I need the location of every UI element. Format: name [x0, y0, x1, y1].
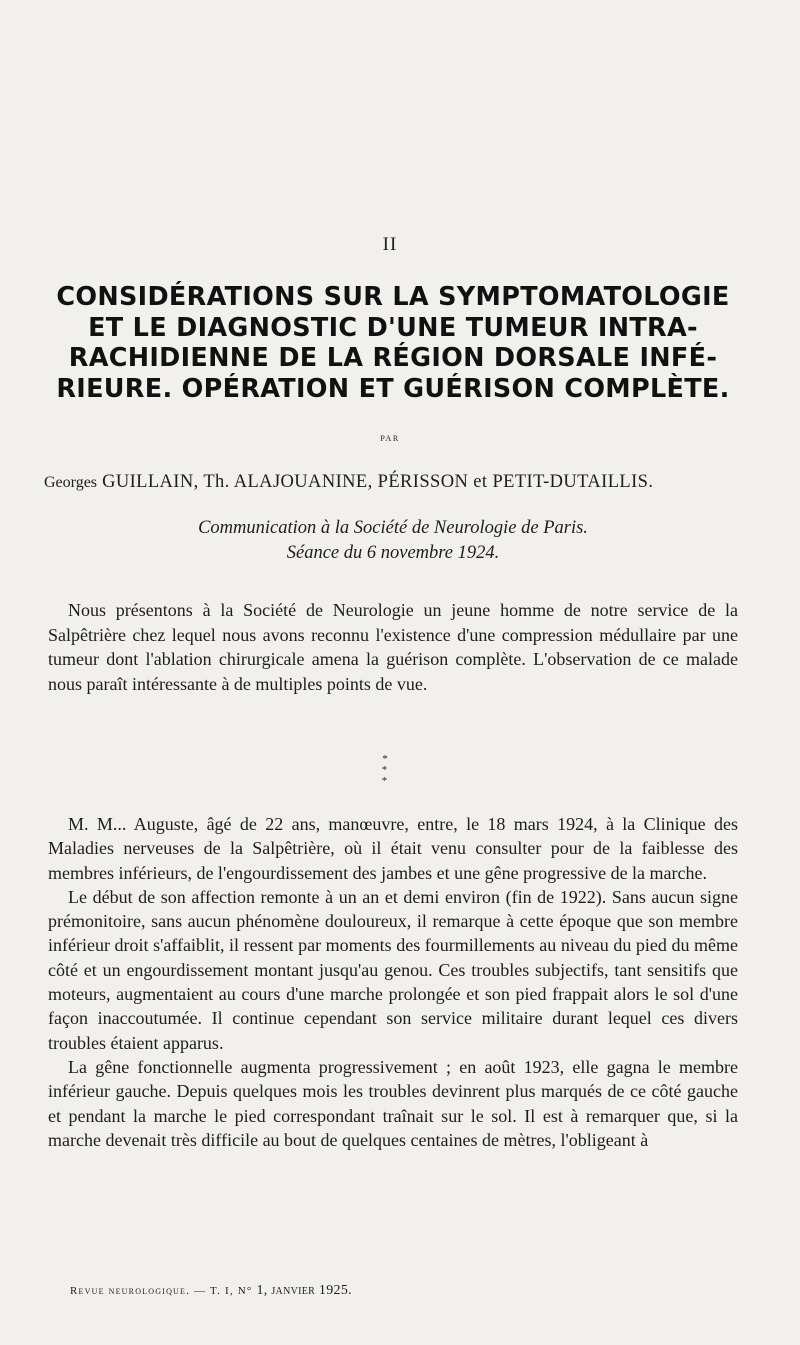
case-report [48, 812, 738, 1152]
by-label: PAR [380, 434, 400, 443]
title-line: ET LE DIAGNOSTIC D'UNE TUMEUR INTRA- [88, 312, 698, 343]
issue-date: 1, janvier 1925. [256, 1283, 352, 1298]
title-line: RACHIDIENNE DE LA RÉGION DORSALE INFÉ- [68, 343, 718, 373]
intro-section [48, 598, 738, 696]
author-first-name: Georges [44, 474, 98, 491]
session-date: Séance du 6 novembre 1924. [286, 543, 500, 563]
body-paragraph: M. M... Auguste, âgé de 22 ans, manœuvre, entre, le 18 mars 1924, à la Clinique des Maladies nerveuses de la Salpêtrière, où il était venu consulter pour de la faiblesse des membres inférieurs, de l'engourdissement des jambes et une gêne progressive de la marche. [48, 814, 738, 883]
intro-paragraph: Nous présentons à la Société de Neurologie un jeune homme de notre service de la Salpêtrière chez lequel nous avons reconnu l'existence d'une compression médullaire par une tumeur dont l'ablation chirurgicale amena la guérison complète. L'observation de ce malade nous paraît intéressante à de multiples points de vue. [48, 600, 738, 694]
article-title [40, 282, 746, 404]
title-line: CONSIDÉRATIONS SUR LA SYMPTOMATOLOGIE [56, 282, 730, 312]
body-paragraph: La gêne fonctionnelle augmenta progressivement ; en août 1923, elle gagna le membre inférieur gauche. Depuis quelques mois les troubles devinrent plus marqués de ce côté gauche et pendant la marche le pied correspondant traînait sur le sol. Il est à remarquer que, si la marche devenait très difficile au bout de quelques centaines de mètres, l'obligeant à [48, 1056, 738, 1150]
volume-label: — T. I, N° [194, 1285, 257, 1297]
authors [44, 472, 748, 493]
page-footer [70, 1283, 570, 1299]
asterism-top: * [382, 753, 388, 765]
body-paragraph: Le début de son affection remonte à un an et demi environ (fin de 1922). Sans aucun signe prémonitoire, sans aucun phénomène douloureux, il remarque à cette époque que son membre inférieur droit s'affaiblit, il ressent par moments des fourmillements au niveau du pied du même côté et un engourdissement montant jusqu'au genou. Ces troubles subjectifs, tant sensitifs que moteurs, augmentaient au cours d'une marche prolongée et son pied frappait alors le sol d'une façon inaccoutumée. Il continue cependant son service militaire durant lequel ces divers troubles étaient apparus. [48, 886, 738, 1053]
title-line: RIEURE. OPÉRATION ET GUÉRISON COMPLÈTE. [56, 373, 730, 404]
author-list: GUILLAIN, Th. ALAJOUANINE, PÉRISSON et PETIT-DUTAILLIS. [102, 472, 654, 492]
communication-note [0, 516, 786, 566]
communication-line: Communication à la Société de Neurologie de Paris. [198, 518, 588, 538]
section-number: II [382, 234, 398, 255]
asterism-divider [370, 753, 400, 787]
journal-name: Revue neurologique. [70, 1285, 191, 1297]
asterism-bottom: * * [381, 764, 394, 787]
